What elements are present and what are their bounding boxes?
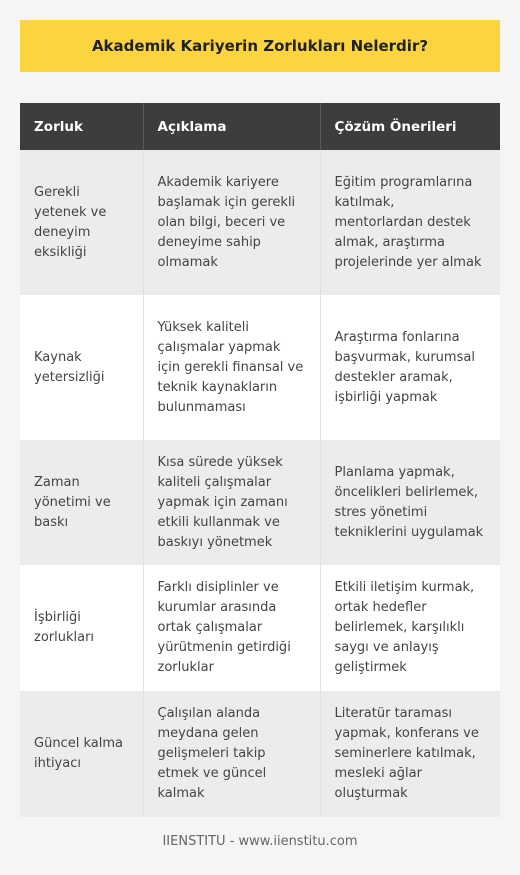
table-row	[20, 691, 500, 817]
cell-cozum: Etkili iletişim kurmak, ortak hedefler belirlemek, karşılıklı saygı ve anlayış geliştirmek	[320, 565, 500, 691]
table-row	[20, 565, 500, 691]
footer-credit: IIENSTITU - www.iienstitu.com	[162, 834, 358, 849]
column-header-aciklama: Açıklama	[143, 103, 320, 150]
cell-aciklama: Yüksek kaliteli çalışmalar yapmak için gerekli finansal ve teknik kaynakların bulunmaması	[143, 295, 320, 440]
cell-aciklama: Kısa sürede yüksek kaliteli çalışmalar yapmak için zamanı etkili kullanmak ve baskıyı yönetmek	[143, 440, 320, 565]
cell-zorluk: Gerekli yetenek ve deneyim eksikliği	[20, 150, 143, 295]
table-row	[20, 150, 500, 295]
cell-aciklama: Akademik kariyere başlamak için gerekli olan bilgi, beceri ve deneyime sahip olmamak	[143, 150, 320, 295]
cell-zorluk: Kaynak yetersizliği	[20, 295, 143, 440]
cell-cozum: Eğitim programlarına katılmak, mentorlardan destek almak, araştırma projelerinde yer almak	[320, 150, 500, 295]
title-banner	[20, 20, 500, 72]
cell-cozum: Araştırma fonlarına başvurmak, kurumsal destekler aramak, işbirliği yapmak	[320, 295, 500, 440]
table-row	[20, 295, 500, 440]
cell-zorluk: İşbirliği zorlukları	[20, 565, 143, 691]
cell-cozum: Literatür taraması yapmak, konferans ve seminerlere katılmak, mesleki ağlar oluşturmak	[320, 691, 500, 817]
cell-zorluk: Güncel kalma ihtiyacı	[20, 691, 143, 817]
page-title: Akademik Kariyerin Zorlukları Nelerdir?	[91, 37, 429, 55]
cell-cozum: Planlama yapmak, öncelikleri belirlemek, stres yönetimi tekniklerini uygulamak	[320, 440, 500, 565]
challenges-table	[20, 103, 500, 817]
cell-aciklama: Farklı disiplinler ve kurumlar arasında ortak çalışmalar yürütmenin getirdiği zorluklar	[143, 565, 320, 691]
table-header-row	[20, 103, 500, 150]
cell-aciklama: Çalışılan alanda meydana gelen gelişmeleri takip etmek ve güncel kalmak	[143, 691, 320, 817]
cell-zorluk: Zaman yönetimi ve baskı	[20, 440, 143, 565]
column-header-cozum: Çözüm Önerileri	[320, 103, 500, 150]
column-header-zorluk: Zorluk	[20, 103, 143, 150]
table-row	[20, 440, 500, 565]
